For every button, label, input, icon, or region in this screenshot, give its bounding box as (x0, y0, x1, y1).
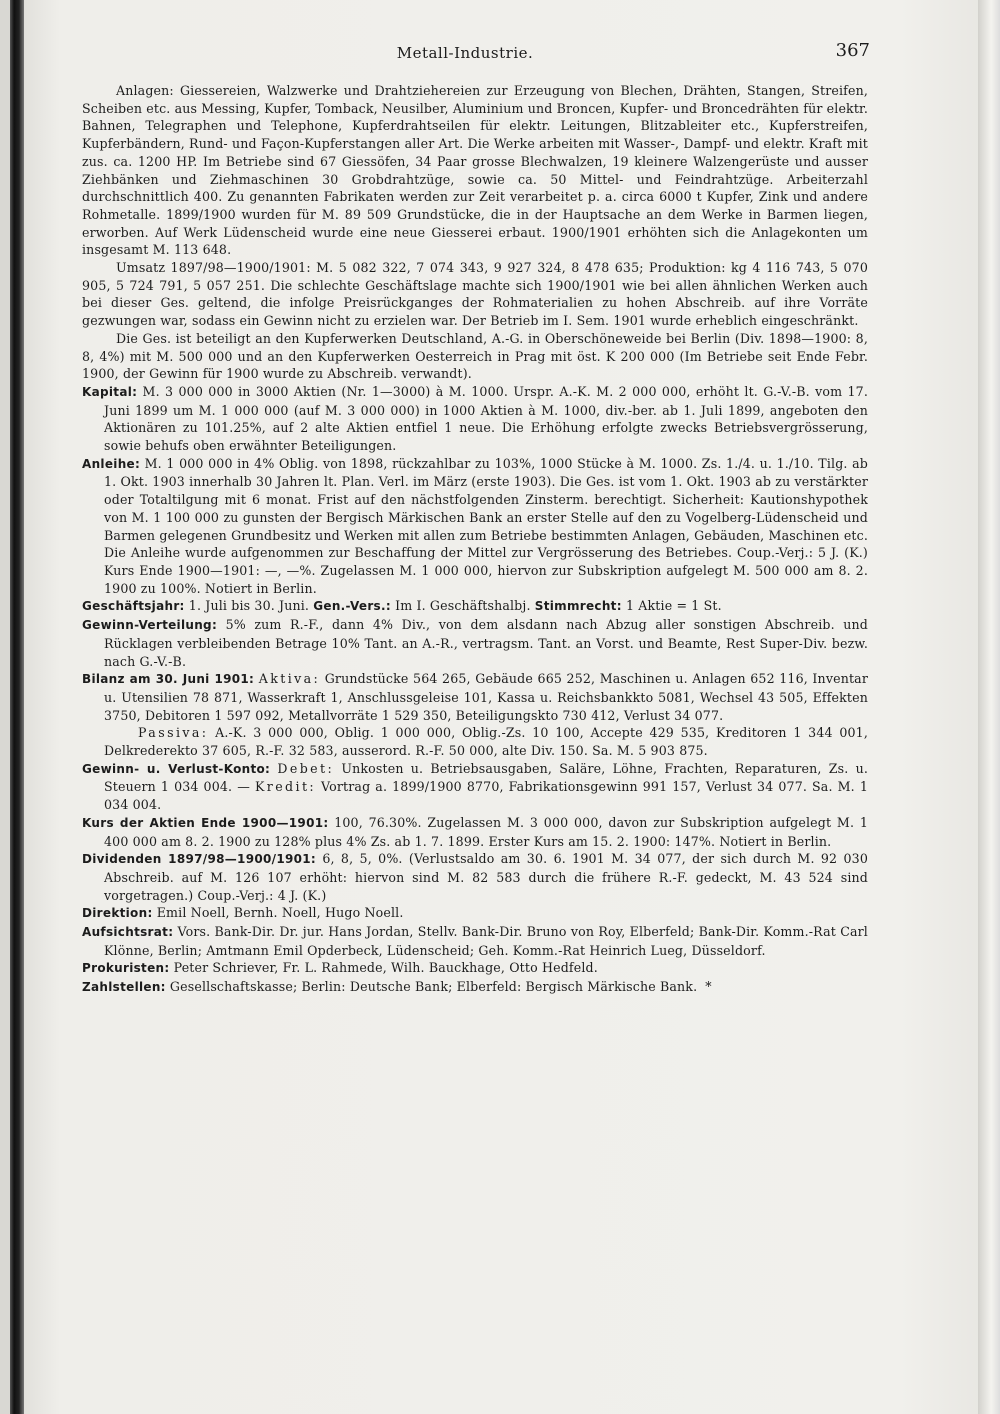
anlagen-paragraph: Anlagen: Giessereien, Walzwerke und Drahtziehereien zur Erzeugung von Blechen, Drähten, Stangen, Streifen, Scheiben etc. aus Messing, Kupfer, Tomback, Neusilber, Aluminium und Broncen, Kupfer- und Broncedrähten für elektr. Bahnen, Telegraphen und Telephone, Kupferdrahtseilen für elektr. Leitungen, Blitzableiter etc., Kupferstreifen, Kupferbändern, Rund- und Façon-Kupferstangen aller Art. Die Werke arbeiten mit Wasser-, Dampf- und elektr. Kraft mit zus. ca. 1200 HP. Im Betriebe sind 67 Giessöfen, 34 Paar grosse Blechwalzen, 19 kleinere Walzengerüste und ausser Ziehbänken und Ziehmaschinen 30 Grobdrahtzüge, sowie ca. 50 Mittel- und Feindrahtzüge. Arbeiterzahl durchschnittlich 400. Zu genannten Fabrikaten werden zur Zeit verarbeitet p. a. circa 6000 t Kupfer, Zink und andere Rohmetalle. 1899/1900 wurden für M. 89 509 Grundstücke, die in der Hauptsache an dem Werke in Barmen liegen, erworben. Auf Werk Lüdenscheid wurde eine neue Giesserei erbaut. 1900/1901 erhöhten sich die Anlagekonten um insgesamt M. 113 648. (82, 83, 868, 258)
entry-gewinn-verteilung (82, 616, 868, 670)
entry-label: Bilanz am 30. Juni 1901: (82, 672, 255, 687)
entry-label: Kapital: (82, 384, 138, 399)
passiva-line (104, 724, 868, 759)
entry-label: Gewinn-Verteilung: (82, 618, 218, 633)
page-body (82, 82, 868, 997)
entry-text: Vors. Bank-Dir. Dr. jur. Hans Jordan, Stellv. Bank-Dir. Bruno von Roy, Elberfeld; Bank-Dir. Komm.-Rat Carl Klönne, Berlin; Amtmann Emil Opderbeck, Lüdenscheid; Geh. Komm.-Rat Heinrich Lueg, Düsseldorf. (104, 924, 868, 958)
entry-prokuristen (82, 959, 868, 978)
aktiva-text: Grundstücke 564 265, Gebäude 665 252, Maschinen u. Anlagen 652 116, Inventar u. Utensilien 78 871, Wasserkraft 1, Anschlussgeleise 101, Kassa u. Reichsbankkto 5081, Wechsel 43 505, Effekten 3750, Debitoren 1 597 092, Metallvorräte 1 529 350, Beteiligungskto 730 412, Verlust 34 077. (104, 671, 868, 723)
running-head: Metall-Industrie. (396, 44, 534, 62)
kredit-label: Kredit: (254, 779, 317, 795)
page-header (60, 40, 870, 66)
entry-text: 100, 76.30%. Zugelassen M. 3 000 000, davon zur Subskription aufgelegt M. 1 400 000 am 8. 2. 1900 zu 128% plus 4% Zs. ab 1. 7. 1899. Erster Kurs am 15. 2. 1900: 147%. Notiert in Berlin. (104, 814, 868, 849)
entry-label: Gewinn- u. Verlust-Konto: (82, 761, 271, 776)
entry-text: 6, 8, 5, 0%. (Verlustsaldo am 30. 6. 1901 M. 34 077, der sich durch M. 92 030 Abschreib. auf M. 126 107 erhöht: hiervon sind M. 82 583 durch die frühere R.-F. gedeckt, M. 43 524 sind vorgetragen.) Coup.-Verj.: 4 J. (K.) (104, 851, 868, 903)
entry-kapital (82, 383, 868, 455)
page-right-edge (978, 0, 1000, 1414)
entry-text: Peter Schriever, Fr. L. Rahmede, Wilh. Bauckhage, Otto Hedfeld. (169, 960, 598, 976)
end-mark: * (705, 979, 712, 995)
entry-direktion (82, 904, 868, 923)
adjacent-page-edge (0, 0, 10, 1414)
entry-gewinn-verlust-konto (82, 760, 868, 814)
entry-text-stimmrecht: 1 Aktie = 1 St. (621, 598, 722, 614)
beteiligung-paragraph: Die Ges. ist beteiligt an den Kupferwerken Deutschland, A.-G. in Oberschöneweide bei Berlin (Div. 1898—1900: 8, 8, 4%) mit M. 500 000 und an den Kupferwerken Oesterreich in Prag mit öst. K 200 000 (Im Betriebe seit Ende Febr. 1900, der Gewinn für 1900 wurde zu Abschreib. verwandt). (82, 330, 868, 382)
kredit-text: Vortrag a. 1899/1900 8770, Fabrikationsgewinn 991 157, Verlust 34 077. Sa. M. 1 034 004. (104, 779, 868, 813)
entry-label: Zahlstellen: (82, 980, 166, 995)
entry-bilanz (82, 670, 868, 760)
entry-text: M. 1 000 000 in 4% Oblig. von 1898, rückzahlbar zu 103%, 1000 Stücke à M. 1000. Zs. 1./4. u. 1./10. Tilg. ab 1. Okt. 1903 innerhalb 30 Jahren lt. Plan. Verl. im März (erste 1903). Die Ges. ist vom 1. Okt. 1903 ab zu verstärkter oder Totaltilgung mit 6 monat. Frist auf den nächstfolgenden Zinsterm. berechtigt. Sicherheit: Kautionshypothek von M. 1 100 000 zu gunsten der Bergisch Märkischen Bank an erster Stelle auf den zu Vogelberg-Lüdenscheid und Barmen gelegenen Grundbesitz und Werken mit allen zum Betriebe bestimmten Anlagen, Gebäuden, Maschinen etc. Die Anleihe wurde aufgenommen zur Beschaffung der Mittel zur Vergrösserung des Betriebes. Coup.-Verj.: 5 J. (K.) Kurs Ende 1900—1901: —, —%. Zugelassen M. 1 000 000, hiervon zur Subskription aufgelegt M. 500 000 am 8. 2. 1900 zu 100%. Notiert in Berlin. (104, 455, 868, 596)
entry-label-gen-vers: Gen.-Vers.: (313, 599, 391, 614)
entry-text: 1. Juli bis 30. Juni. (184, 598, 314, 614)
entry-dividenden (82, 850, 868, 904)
entry-kurs (82, 814, 868, 850)
entry-text: 5% zum R.-F., dann 4% Div., von dem alsdann nach Abzug aller sonstigen Abschreib. und Rücklagen verbleibenden Betrage 10% Tant. an A.-R., vertragsm. Tant. an Vorst. und Beamte, Rest Super-Div. bezw. nach G.-V.-B. (104, 617, 868, 669)
entry-label: Prokuristen: (82, 961, 170, 976)
book-binding-shadow (10, 0, 24, 1414)
entry-label: Anleihe: (82, 456, 141, 471)
entry-text-gen-vers: Im I. Geschäftshalbj. (390, 598, 535, 614)
entry-aufsichtsrat (82, 923, 868, 959)
umsatz-paragraph: Umsatz 1897/98—1900/1901: M. 5 082 322, 7 074 343, 9 927 324, 8 478 635; Produktion: kg 4 116 743, 5 070 905, 5 724 791, 5 057 251. Die schlechte Geschäftslage machte sich 1900/1901 wie bei allen ähnlichen Werken auch bei dieser Ges. geltend, die infolge Preisrückganges der Rohmaterialien zu hohen Abschreib. auf ihre Vorräte gezwungen war, sodass ein Gewinn nicht zu erzielen war. Der Betrieb im I. Sem. 1901 wurde erheblich eingeschränkt. (82, 260, 868, 329)
entry-label: Direktion: (82, 906, 153, 921)
passiva-label: Passiva: (138, 725, 209, 741)
entry-text: Emil Noell, Bernh. Noell, Hugo Noell. (152, 905, 404, 921)
entry-anleihe (82, 455, 868, 598)
entry-zahlstellen (82, 978, 868, 997)
entry-geschaeftsjahr (82, 597, 868, 616)
passiva-text: A.-K. 3 000 000, Oblig. 1 000 000, Oblig.-Zs. 10 100, Accepte 429 535, Kreditoren 1 344 001, Delkrederekto 37 605, R.-F. 32 583, ausserord. R.-F. 50 000, alte Div. 150. Sa. M. 5 903 875. (104, 725, 868, 759)
aktiva-label: Aktiva: (258, 671, 321, 687)
entry-label: Aufsichtsrat: (82, 925, 174, 940)
entry-text: Gesellschaftskasse; Berlin: Deutsche Bank; Elberfeld: Bergisch Märkische Bank. (165, 979, 698, 995)
debet-text: Unkosten u. Betriebsausgaben, Saläre, Löhne, Frachten, Reparaturen, Zs. u. Steuern 1 034 004. — (104, 760, 869, 795)
entry-label: Dividenden 1897/98—1900/1901: (82, 852, 317, 867)
entry-label: Geschäftsjahr: (82, 599, 185, 614)
debet-label: Debet: (277, 760, 335, 776)
entry-text: M. 3 000 000 in 3000 Aktien (Nr. 1—3000) à M. 1000. Urspr. A.-K. M. 2 000 000, erhöht lt. G.-V.-B. vom 17. Juni 1899 um M. 1 000 000 (auf M. 3 000 000) in 1000 Aktien à M. 1000, div.-ber. ab 1. Juli 1899, angeboten den Aktionären zu 101.25%, auf 2 alte Aktien entfiel 1 neue. Die Erhöhung erfolgte zwecks Betriebsvergrösserung, sowie behufs oben erwähnter Beteiligungen. (104, 383, 868, 454)
entry-label: Kurs der Aktien Ende 1900—1901: (82, 815, 329, 830)
page-number: 367 (835, 40, 870, 61)
entry-label-stimmrecht: Stimmrecht: (534, 599, 622, 614)
